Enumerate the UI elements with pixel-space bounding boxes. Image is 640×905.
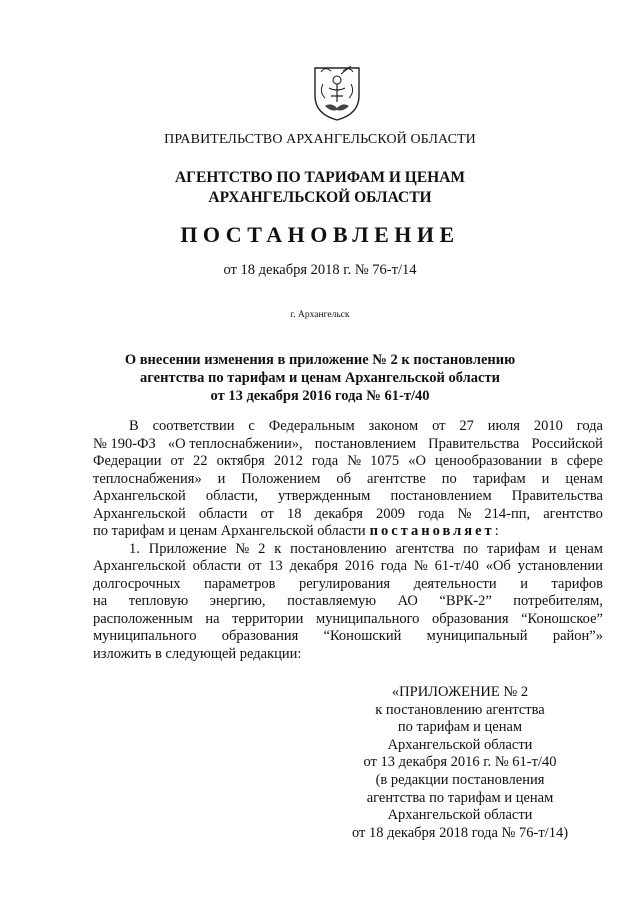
- word: в: [550, 453, 558, 469]
- appendix-line: (в редакции постановления: [375, 771, 545, 788]
- word: от: [248, 558, 262, 574]
- word: года: [418, 505, 445, 522]
- word: №: [235, 540, 250, 557]
- appendix-line: по тарифам и ценам: [397, 719, 523, 736]
- government-name: ПРАВИТЕЛЬСТВО АРХАНГЕЛЬСКОЙ ОБЛАСТИ: [164, 132, 476, 147]
- word: от: [260, 505, 274, 522]
- word: “Коношское”: [521, 610, 603, 627]
- word: 2010: [533, 418, 563, 434]
- word: теплоснабжения»: [93, 470, 202, 487]
- appendix-line: Архангельской области: [387, 807, 533, 824]
- word: муниципального: [93, 628, 197, 644]
- item-1-last-text: изложить в следующей редакции:: [93, 645, 302, 662]
- word: и: [520, 575, 528, 592]
- word: параметров: [204, 575, 276, 592]
- text-line: [93, 628, 603, 646]
- text-line: [93, 453, 603, 471]
- word: №: [457, 505, 472, 522]
- appendix-line: «ПРИЛОЖЕНИЕ № 2: [391, 684, 529, 700]
- document-city: г. Архангельск: [290, 310, 350, 320]
- appendix-line: Архангельской области: [387, 736, 533, 753]
- word: Федеральным: [268, 418, 355, 434]
- document-body: [93, 418, 603, 663]
- word: Приложение: [148, 540, 227, 557]
- word: соответствии: [152, 418, 235, 434]
- word: 2009: [376, 505, 406, 522]
- word: декабря: [314, 505, 363, 522]
- word: 1075: [370, 453, 400, 469]
- word: 27: [459, 418, 474, 434]
- paragraph-preamble: [93, 418, 603, 523]
- word: № 190-ФЗ: [93, 435, 156, 452]
- appendix-line: к постановлению агентства: [375, 701, 545, 718]
- word: тепловую: [128, 593, 189, 609]
- word: район”»: [552, 628, 603, 644]
- word: агентство: [543, 505, 603, 522]
- word: на: [205, 610, 220, 627]
- word: регулирования: [299, 575, 391, 592]
- word: с: [248, 418, 255, 434]
- resolution-colon: :: [494, 523, 499, 539]
- word: об: [336, 470, 352, 487]
- agency-name: [0, 168, 640, 208]
- text-line: [93, 541, 603, 559]
- word: №: [413, 558, 428, 574]
- preamble-last-line: [93, 523, 603, 541]
- word: муниципальный: [426, 628, 528, 644]
- word: деятельности: [413, 575, 497, 592]
- word: образования: [221, 628, 299, 644]
- document-date-number: от 18 декабря 2018 г. № 76-т/14: [223, 262, 417, 278]
- word: года: [576, 418, 603, 434]
- word: Положением: [241, 470, 321, 487]
- word: по: [441, 470, 457, 487]
- word: постановлением: [314, 435, 417, 452]
- word: АО: [397, 593, 418, 609]
- word: ценообразовании: [434, 453, 542, 469]
- word: области,: [205, 488, 258, 504]
- word: области: [192, 558, 242, 574]
- word: и: [217, 470, 226, 487]
- word: к: [274, 540, 282, 557]
- word: 22: [193, 453, 208, 469]
- appendix-line: от 13 декабря 2016 г. № 61-т/40: [363, 754, 557, 771]
- word: сфере: [566, 453, 603, 469]
- word: 13: [268, 558, 283, 574]
- document-type: ПОСТАНОВЛЕНИЕ: [180, 222, 460, 247]
- word: «Об: [485, 558, 511, 574]
- item-1-last-line: [93, 646, 603, 664]
- word: Архангельской: [93, 505, 186, 522]
- text-line: [93, 471, 603, 489]
- text-line: [93, 436, 603, 454]
- word: области: [198, 505, 248, 522]
- text-line: [93, 593, 603, 611]
- word: агентстве: [366, 470, 426, 487]
- word: года: [380, 558, 408, 574]
- word: Правительства: [511, 488, 603, 504]
- resolution-verb: постановляет: [369, 523, 495, 539]
- text-line: [93, 506, 603, 524]
- text-line: [93, 576, 603, 594]
- word: и: [541, 470, 550, 487]
- subject-line: от 13 декабря 2016 года № 61-т/40: [210, 388, 430, 404]
- paragraph-item-1: [93, 541, 603, 646]
- text-line: [93, 558, 603, 576]
- word: образования: [432, 610, 509, 627]
- word: на: [93, 593, 108, 609]
- word: Федерации: [93, 453, 162, 469]
- word: Архангельской: [93, 558, 186, 574]
- document-subject: [0, 351, 640, 405]
- word: тарифов: [551, 575, 603, 592]
- word: постановлением: [390, 488, 492, 504]
- word: “ВРК-2”: [439, 593, 492, 609]
- appendix-line: от 18 декабря 2018 года № 76-т/14): [351, 824, 569, 841]
- agency-line: АРХАНГЕЛЬСКОЙ ОБЛАСТИ: [208, 189, 432, 206]
- word: долгосрочных: [93, 575, 181, 592]
- word: 1.: [129, 540, 140, 557]
- word: территории: [232, 610, 304, 627]
- word: Архангельской: [93, 488, 186, 504]
- word: тарифам: [472, 470, 526, 487]
- subject-line: О внесении изменения в приложение № 2 к постановлению: [124, 352, 516, 368]
- word: июля: [487, 418, 520, 434]
- appendix-header: [320, 684, 600, 842]
- subject-line: агентства по тарифам и ценам Архангельской области: [140, 370, 500, 386]
- agency-line: АГЕНТСТВО ПО ТАРИФАМ И ЦЕНАМ: [174, 169, 466, 186]
- word: тарифам: [486, 540, 540, 557]
- word: ценам: [565, 540, 603, 557]
- word: агентства: [395, 540, 455, 557]
- word: “Коношский: [323, 628, 402, 644]
- word: установлении: [517, 558, 603, 574]
- word: муниципального: [315, 610, 420, 627]
- word: постановлению: [290, 540, 387, 557]
- word: Российской: [531, 435, 603, 452]
- word: 2016: [344, 558, 374, 574]
- word: энергию,: [209, 593, 266, 609]
- appendix-line: агентства по тарифам и ценам: [366, 789, 554, 806]
- word: Правительства: [428, 435, 520, 452]
- word: 18: [286, 505, 302, 522]
- word: В: [129, 418, 139, 434]
- word: утвержденным: [278, 488, 371, 504]
- word: расположенным: [93, 610, 193, 627]
- text-line: [93, 488, 603, 506]
- word: потребителям,: [513, 593, 603, 609]
- word: ценам: [565, 470, 603, 487]
- word: №: [347, 453, 362, 469]
- word: от: [432, 418, 446, 434]
- word: 214-пп,: [484, 505, 531, 522]
- coat-of-arms-emblem: [311, 62, 363, 122]
- word: «О: [408, 453, 426, 469]
- word: законом: [368, 418, 419, 434]
- word: «О теплоснабжении»,: [167, 435, 303, 452]
- word: по: [463, 540, 479, 557]
- text-line: [93, 418, 603, 436]
- word: октября: [216, 453, 265, 469]
- word: от: [170, 453, 184, 469]
- word: поставляемую: [287, 593, 377, 609]
- preamble-last-text: по тарифам и ценам Архангельской области: [93, 523, 366, 539]
- word: и: [548, 540, 557, 557]
- word: 2012: [273, 453, 303, 469]
- word: 61-т/40: [434, 558, 479, 574]
- word: декабря: [289, 558, 339, 574]
- text-line: [93, 611, 603, 629]
- word: 2: [258, 540, 266, 557]
- word: года: [311, 453, 339, 469]
